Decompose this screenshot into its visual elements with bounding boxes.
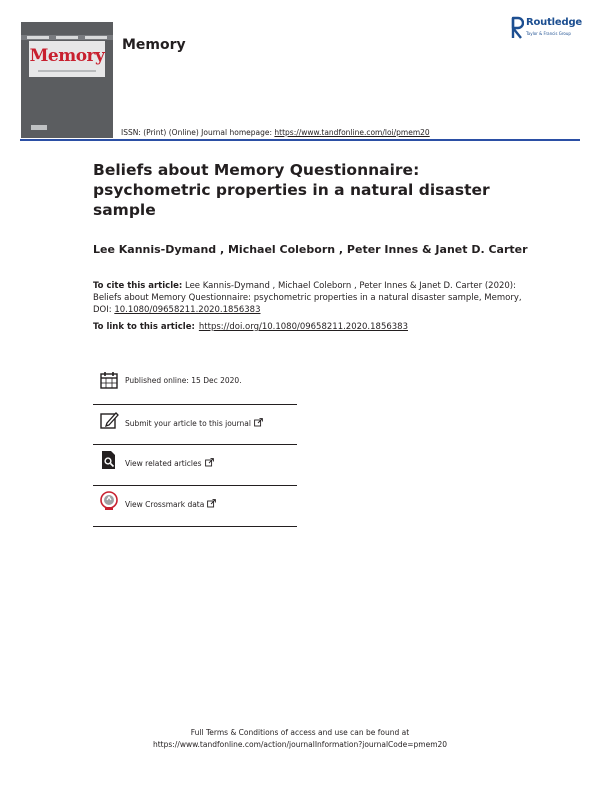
article-title: Beliefs about Memory Questionnaire: psychometric properties in a natural disaster sample — [93, 161, 490, 219]
calendar-icon — [99, 370, 119, 390]
publisher-name: Routledge — [526, 17, 582, 28]
journal-name: Memory — [122, 37, 186, 53]
divider — [93, 404, 297, 405]
divider — [93, 526, 297, 527]
journal-cover-image — [21, 22, 113, 138]
external-link-icon — [205, 458, 214, 467]
submit-article-label[interactable]: Submit your article to this journal — [125, 418, 263, 428]
cover-title: Memory — [29, 46, 105, 66]
footer-terms-text: Full Terms & Conditions of access and use can be found at — [190, 728, 410, 737]
citation-label: To cite this article: — [93, 281, 183, 291]
routledge-r-icon — [510, 16, 524, 40]
divider — [93, 444, 297, 445]
footer-terms-url[interactable]: https://www.tandfonline.com/action/journalInformation?journalCode=pmem20 — [152, 740, 448, 749]
crossmark-label[interactable]: View Crossmark data — [125, 499, 216, 509]
crossmark-icon — [99, 491, 119, 511]
article-link-line — [93, 322, 408, 332]
related-articles-item[interactable] — [93, 450, 297, 490]
routledge-logo[interactable] — [510, 16, 586, 42]
divider — [93, 485, 297, 486]
terms-footer — [0, 727, 600, 751]
link-label: To link to this article: — [93, 322, 195, 332]
external-link-icon — [207, 499, 216, 508]
cover-publisher-logo — [31, 125, 47, 130]
publisher-tagline: Taylor & Francis Group — [526, 31, 571, 36]
header-divider — [20, 139, 580, 141]
article-url-link[interactable]: https://doi.org/10.1080/09658211.2020.1856383 — [198, 322, 408, 332]
journal-homepage-link[interactable]: https://www.tandfonline.com/loi/pmem20 — [274, 128, 430, 137]
citation-block — [93, 280, 533, 316]
edit-icon — [99, 410, 119, 430]
issn-line — [121, 128, 430, 137]
doi-link[interactable]: 10.1080/09658211.2020.1856383 — [114, 305, 261, 315]
issn-text: ISSN: (Print) (Online) Journal homepage: — [121, 128, 275, 137]
article-authors: Lee Kannis-Dymand , Michael Coleborn , Peter Innes & Janet D. Carter — [93, 243, 528, 256]
cover-strip — [21, 35, 113, 40]
document-search-icon — [99, 450, 119, 470]
crossmark-item[interactable] — [93, 491, 297, 531]
citation-text: Lee Kannis-Dymand , Michael Coleborn , Peter Innes & Janet D. Carter (2020): Beliefs about Memory Questionnaire: psychometric properties in a natural disaster sample, Memory, DOI: — [93, 281, 522, 315]
cover-masthead — [29, 41, 105, 77]
external-link-icon — [254, 418, 263, 427]
related-articles-label[interactable]: View related articles — [125, 458, 214, 468]
published-online-label: Published online: 15 Dec 2020. — [125, 376, 242, 385]
